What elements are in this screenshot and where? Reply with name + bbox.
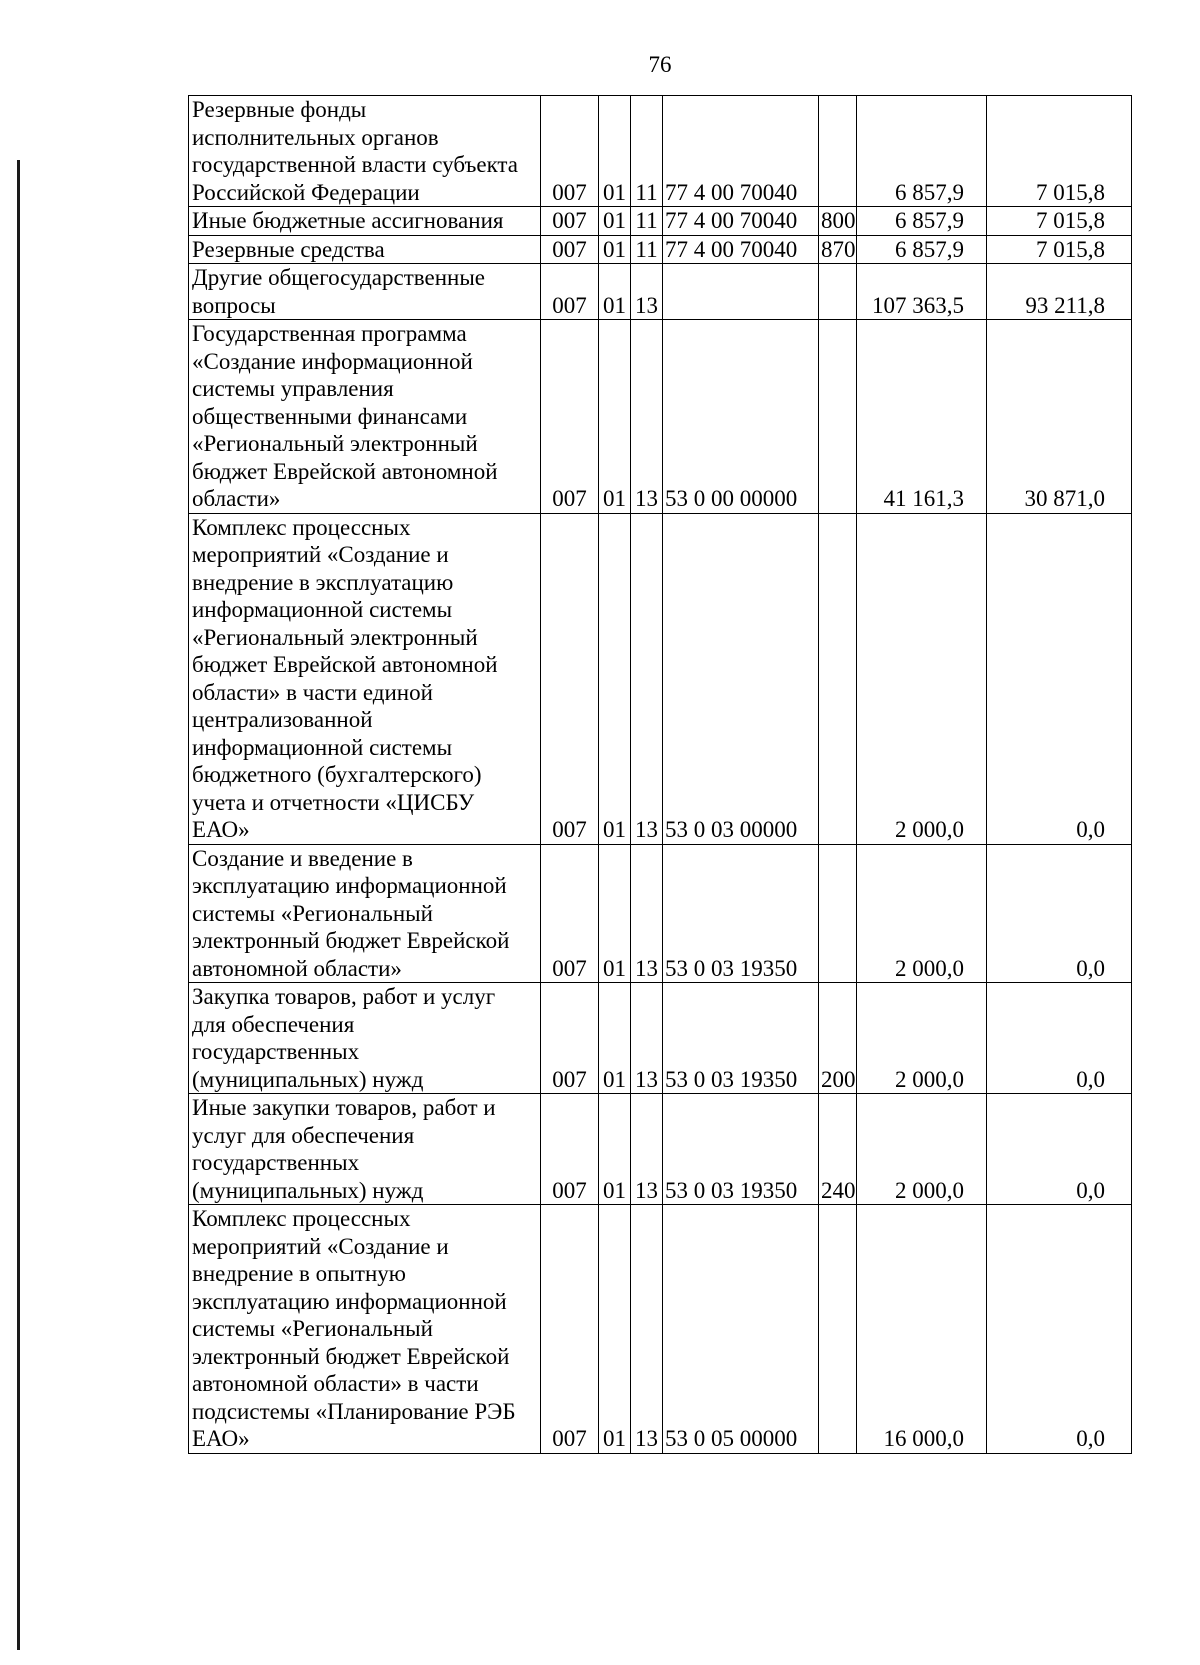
cell-sum-2: 0,0 xyxy=(987,1094,1132,1205)
cell-vr xyxy=(819,96,857,207)
cell-name-line: ЕАО» xyxy=(192,1426,250,1451)
scan-edge-line xyxy=(17,160,20,1650)
cell-sum-2: 0,0 xyxy=(987,513,1132,844)
cell-sum-1: 6 857,9 xyxy=(857,96,987,207)
cell-name-line: централизованной xyxy=(192,707,373,732)
table-row xyxy=(189,983,1132,1094)
table-row xyxy=(189,1094,1132,1205)
cell-sum-1: 2 000,0 xyxy=(857,1094,987,1205)
cell-ved: 007 xyxy=(541,235,599,264)
cell-ved: 007 xyxy=(541,207,599,236)
cell-name xyxy=(189,844,541,983)
cell-pr: 13 xyxy=(631,1205,663,1454)
cell-ved: 007 xyxy=(541,1094,599,1205)
table-row xyxy=(189,96,1132,207)
cell-csr: 77 4 00 70040 xyxy=(663,96,819,207)
table-body xyxy=(189,96,1132,1454)
cell-csr: 53 0 03 00000 xyxy=(663,513,819,844)
cell-ved: 007 xyxy=(541,320,599,514)
cell-vr: 200 xyxy=(819,983,857,1094)
cell-vr xyxy=(819,844,857,983)
cell-name-line: «Региональный электронный xyxy=(192,431,478,456)
cell-pr: 13 xyxy=(631,1094,663,1205)
cell-name xyxy=(189,320,541,514)
cell-name-line: внедрение в эксплуатацию xyxy=(192,569,454,595)
cell-name xyxy=(189,264,541,320)
cell-name-line: Комплекс процессных xyxy=(192,514,411,540)
cell-name xyxy=(189,1205,541,1454)
cell-name-line: бюджет Еврейской автономной xyxy=(192,458,498,484)
cell-rz: 01 xyxy=(599,264,631,320)
page-number: 76 xyxy=(648,52,672,77)
cell-sum-2: 7 015,8 xyxy=(987,207,1132,236)
cell-name xyxy=(189,983,541,1094)
cell-pr: 11 xyxy=(631,207,663,236)
cell-pr: 11 xyxy=(631,235,663,264)
cell-sum-2: 0,0 xyxy=(987,844,1132,983)
cell-vr: 240 xyxy=(819,1094,857,1205)
cell-name-line: Резервные фонды xyxy=(192,97,367,122)
cell-name-line: «Создание информационной xyxy=(192,348,473,374)
cell-vr: 800 xyxy=(819,207,857,236)
cell-name-line: мероприятий «Создание и xyxy=(192,1233,449,1259)
cell-pr: 13 xyxy=(631,264,663,320)
cell-vr xyxy=(819,1205,857,1454)
cell-name-line: подсистемы «Планирование РЭБ xyxy=(192,1398,516,1424)
table-row xyxy=(189,207,1132,236)
cell-name-line: общественными финансами xyxy=(192,403,468,429)
cell-name-line: государственных xyxy=(192,1150,360,1175)
cell-name-line: информационной системы xyxy=(192,734,453,760)
cell-name-line: бюджет Еврейской автономной xyxy=(192,652,498,677)
cell-csr: 77 4 00 70040 xyxy=(663,207,819,236)
cell-name-line: государственных xyxy=(192,1039,360,1064)
cell-sum-2: 93 211,8 xyxy=(987,264,1132,320)
cell-ved: 007 xyxy=(541,983,599,1094)
table-row xyxy=(189,513,1132,844)
table-row xyxy=(189,320,1132,514)
cell-pr: 13 xyxy=(631,320,663,514)
cell-name-line: Государственная программа xyxy=(192,321,467,346)
cell-ved: 007 xyxy=(541,844,599,983)
cell-name-line: Создание и введение в xyxy=(192,845,413,871)
table-row xyxy=(189,235,1132,264)
cell-name-line: электронный бюджет Еврейской xyxy=(192,1343,510,1369)
cell-rz: 01 xyxy=(599,1205,631,1454)
cell-pr: 11 xyxy=(631,96,663,207)
cell-name-line: Закупка товаров, работ и услуг xyxy=(192,984,496,1009)
cell-name-line: области» xyxy=(192,486,281,511)
cell-rz: 01 xyxy=(599,235,631,264)
cell-name-line: (муниципальных) нужд xyxy=(192,1066,424,1092)
cell-vr: 870 xyxy=(819,235,857,264)
cell-name-line: эксплуатацию информационной xyxy=(192,1288,507,1314)
cell-ved: 007 xyxy=(541,264,599,320)
cell-name-line: Резервные средства xyxy=(192,236,385,262)
cell-sum-1: 6 857,9 xyxy=(857,207,987,236)
cell-name-line: электронный бюджет Еврейской xyxy=(192,928,510,953)
cell-sum-2: 0,0 xyxy=(987,983,1132,1094)
cell-name-line: эксплуатацию информационной xyxy=(192,873,507,898)
cell-name-line: информационной системы xyxy=(192,597,453,622)
cell-sum-1: 6 857,9 xyxy=(857,235,987,264)
cell-name xyxy=(189,235,541,264)
cell-name-line: системы управления xyxy=(192,376,394,401)
cell-sum-1: 41 161,3 xyxy=(857,320,987,514)
cell-name-line: учета и отчетности «ЦИСБУ xyxy=(192,789,475,815)
cell-csr: 53 0 03 19350 xyxy=(663,1094,819,1205)
cell-pr: 13 xyxy=(631,844,663,983)
cell-name-line: (муниципальных) нужд xyxy=(192,1177,424,1203)
cell-name xyxy=(189,513,541,844)
cell-rz: 01 xyxy=(599,96,631,207)
cell-name-line: системы «Региональный xyxy=(192,900,433,926)
cell-name-line: системы «Региональный xyxy=(192,1316,433,1341)
cell-pr: 13 xyxy=(631,513,663,844)
cell-vr xyxy=(819,513,857,844)
cell-name-line: автономной области» в части xyxy=(192,1371,479,1396)
cell-sum-1: 2 000,0 xyxy=(857,983,987,1094)
cell-name-line: внедрение в опытную xyxy=(192,1261,406,1286)
cell-csr xyxy=(663,264,819,320)
cell-rz: 01 xyxy=(599,844,631,983)
cell-sum-2: 30 871,0 xyxy=(987,320,1132,514)
cell-name-line: государственной власти субъекта xyxy=(192,152,518,177)
cell-sum-1: 2 000,0 xyxy=(857,844,987,983)
budget-table xyxy=(188,95,1132,1454)
table-row xyxy=(189,264,1132,320)
table-row xyxy=(189,844,1132,983)
cell-sum-1: 107 363,5 xyxy=(857,264,987,320)
cell-vr xyxy=(819,264,857,320)
cell-name-line: Иные бюджетные ассигнования xyxy=(192,208,504,233)
cell-name-line: для обеспечения xyxy=(192,1011,355,1037)
cell-name-line: услуг для обеспечения xyxy=(192,1122,415,1148)
cell-rz: 01 xyxy=(599,320,631,514)
cell-ved: 007 xyxy=(541,1205,599,1454)
cell-csr: 53 0 03 19350 xyxy=(663,844,819,983)
cell-pr: 13 xyxy=(631,983,663,1094)
cell-name-line: Российской Федерации xyxy=(192,179,420,205)
cell-csr: 53 0 03 19350 xyxy=(663,983,819,1094)
cell-sum-2: 7 015,8 xyxy=(987,96,1132,207)
cell-name-line: автономной области» xyxy=(192,955,402,981)
cell-csr: 77 4 00 70040 xyxy=(663,235,819,264)
cell-name xyxy=(189,207,541,236)
cell-rz: 01 xyxy=(599,983,631,1094)
cell-ved: 007 xyxy=(541,513,599,844)
cell-sum-1: 16 000,0 xyxy=(857,1205,987,1454)
cell-name xyxy=(189,96,541,207)
cell-name-line: Иные закупки товаров, работ и xyxy=(192,1095,496,1120)
cell-name-line: мероприятий «Создание и xyxy=(192,542,449,567)
cell-rz: 01 xyxy=(599,513,631,844)
cell-rz: 01 xyxy=(599,1094,631,1205)
cell-name-line: исполнительных органов xyxy=(192,124,439,150)
cell-name-line: «Региональный электронный xyxy=(192,624,478,650)
cell-rz: 01 xyxy=(599,207,631,236)
cell-sum-1: 2 000,0 xyxy=(857,513,987,844)
cell-name-line: вопросы xyxy=(192,292,276,318)
cell-sum-2: 7 015,8 xyxy=(987,235,1132,264)
cell-name-line: Другие общегосударственные xyxy=(192,265,485,290)
cell-ved: 007 xyxy=(541,96,599,207)
table-row xyxy=(189,1205,1132,1454)
cell-name xyxy=(189,1094,541,1205)
cell-name-line: бюджетного (бухгалтерского) xyxy=(192,762,482,787)
cell-name-line: Комплекс процессных xyxy=(192,1206,411,1231)
cell-vr xyxy=(819,320,857,514)
cell-name-line: области» в части единой xyxy=(192,679,433,705)
cell-csr: 53 0 00 00000 xyxy=(663,320,819,514)
cell-csr: 53 0 05 00000 xyxy=(663,1205,819,1454)
cell-sum-2: 0,0 xyxy=(987,1205,1132,1454)
cell-name-line: ЕАО» xyxy=(192,817,250,842)
